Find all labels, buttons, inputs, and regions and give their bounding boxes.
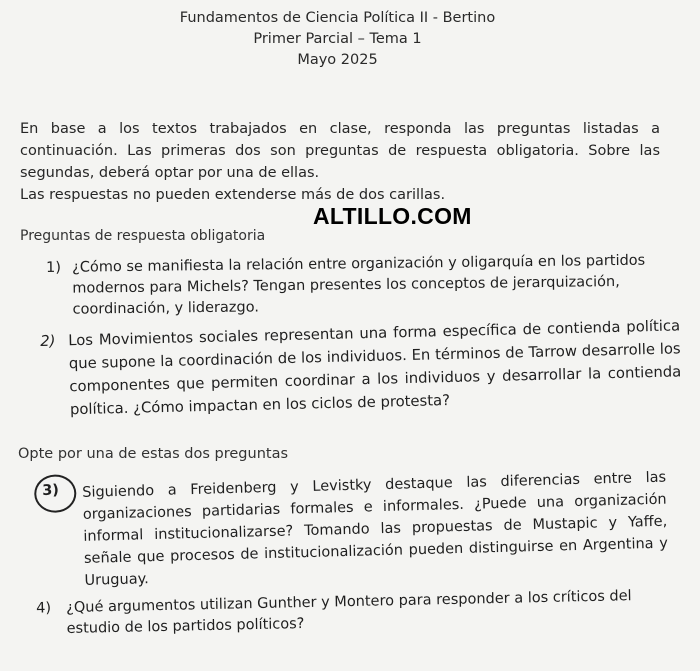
exam-title: Primer Parcial – Tema 1 [253, 31, 422, 47]
optional-section-label: Opte por una de estas dos preguntas [18, 446, 289, 462]
mandatory-section-label: Preguntas de respuesta obligatoria [20, 228, 266, 244]
watermark-logo: ALTILLO.COM [313, 203, 472, 229]
question-number: 3) [41, 482, 60, 499]
instructions-limit: Las respuestas no pueden extenderse más de dos carillas. [20, 187, 446, 203]
question-3 [40, 467, 669, 593]
question-1 [46, 250, 667, 321]
instructions-paragraph: En base a los textos trabajados en clase, responda las preguntas listadas a continuación. Las primeras dos son preguntas de respuesta obligatoria. Sobre las segundas, deberá optar por una de ellas. [20, 121, 660, 181]
instructions [20, 118, 660, 206]
question-2 [40, 314, 682, 422]
question-number: 2) [40, 332, 56, 350]
question-text: Los Movimientos sociales representan una forma específica de contienda política que supone la coordinación de los individuos. En términos de Tarrow desarrolle los componentes que permiten coordinar a los individuos y desarrollar la contienda política. ¿Cómo impactan en los ciclos de protesta? [68, 317, 682, 419]
exam-header [0, 8, 675, 71]
question-4 [36, 586, 657, 640]
question-number: 1) [46, 259, 62, 276]
question-text: Siguiendo a Freidenberg y Levistky destaque las diferencias entre las organizaciones partidarias formales e informales. ¿Puede una organización informal institucionalizarse? Tomando las propuestas de Mustapic y Yaffe, señale que procesos de institucionalización pueden distinguirse en Argentina y Uruguay. [82, 469, 669, 589]
question-text: ¿Cómo se manifiesta la relación entre organización y oligarquía en los partidos modernos para Michels? Tengan presentes los conceptos de jerarquización, coordinación, y liderazgo. [72, 252, 646, 318]
question-text: ¿Qué argumentos utilizan Gunther y Montero para responder a los críticos del estudio de los partidos políticos? [66, 588, 632, 637]
exam-date: Mayo 2025 [297, 52, 378, 68]
course-title: Fundamentos de Ciencia Política II - Bertino [179, 10, 496, 26]
question-number: 4) [36, 600, 52, 617]
